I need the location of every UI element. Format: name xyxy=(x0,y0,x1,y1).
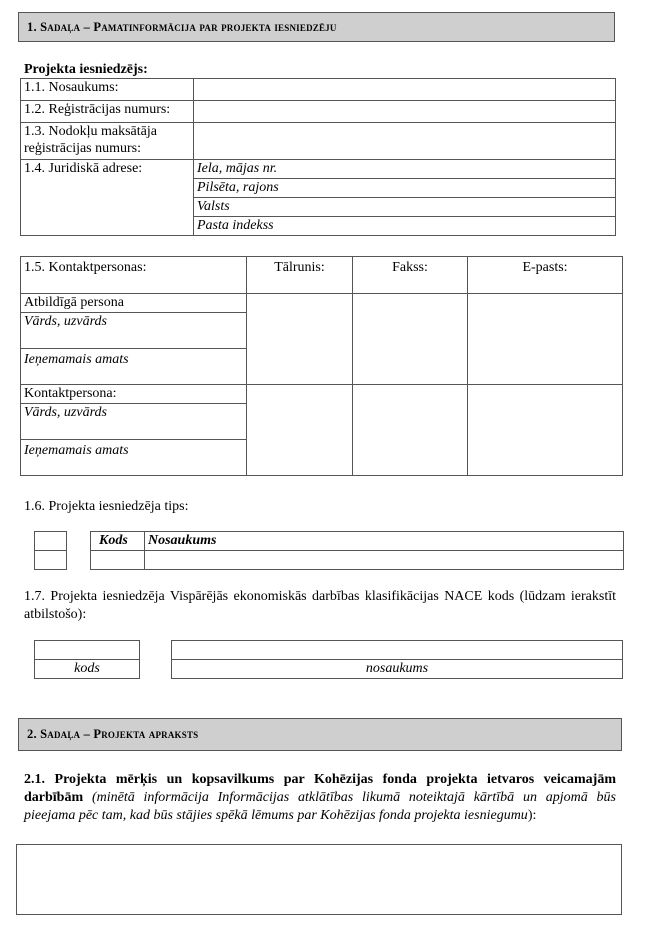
contact-email-field[interactable] xyxy=(468,385,623,476)
nace-name-table xyxy=(171,640,623,679)
name-field[interactable] xyxy=(194,79,616,101)
contact-name-field[interactable]: Vārds, uzvārds xyxy=(21,404,247,440)
responsible-name-field[interactable]: Vārds, uzvārds xyxy=(21,313,247,349)
contacts-table xyxy=(20,256,623,476)
email-header: E-pasts: xyxy=(468,257,623,294)
responsible-position-field[interactable]: Ieņemamais amats xyxy=(21,349,247,385)
type-code-header: Kods xyxy=(91,532,145,551)
tax-label-line1: 1.3. Nodokļu maksātāja xyxy=(24,124,157,139)
tax-number-field[interactable] xyxy=(194,123,616,160)
reg-number-label: 1.2. Reģistrācijas numurs: xyxy=(21,101,194,123)
phone-header: Tālrunis: xyxy=(247,257,353,294)
contact-person-label: Kontaktpersona: xyxy=(21,385,247,404)
question-2-1-title: 2.1. Projekta mērķis un kopsavilkums par Kohēzijas fonda projekta ietvaros veicamajām darbībām xyxy=(24,772,616,805)
fax-header: Fakss: xyxy=(353,257,468,294)
address-city-field[interactable]: Pilsēta, rajons xyxy=(194,179,616,198)
type-code-field[interactable] xyxy=(91,551,145,570)
responsible-email-field[interactable] xyxy=(468,294,623,385)
question-2-1-answer-box[interactable] xyxy=(16,844,622,915)
responsible-phone-field[interactable] xyxy=(247,294,353,385)
type-name-field[interactable] xyxy=(145,551,624,570)
address-postcode-field[interactable]: Pasta indekss xyxy=(194,217,616,236)
applicant-table xyxy=(20,78,616,236)
nace-label: 1.7. Projekta iesniedzēja Vispārējās ekonomiskās darbības klasifikācijas NACE kods (lūdzam ierakstīt atbilstošo): xyxy=(24,589,616,622)
contact-fax-field[interactable] xyxy=(353,385,468,476)
type-table xyxy=(90,531,624,570)
address-country-field[interactable]: Valsts xyxy=(194,198,616,217)
reg-number-field[interactable] xyxy=(194,101,616,123)
question-2-1-end: ): xyxy=(527,808,537,823)
applicant-type-label: 1.6. Projekta iesniedzēja tips: xyxy=(24,499,189,514)
contact-phone-field[interactable] xyxy=(247,385,353,476)
nace-code-caption: kods xyxy=(35,660,140,679)
address-street-field[interactable]: Iela, mājas nr. xyxy=(194,160,616,179)
type-checkbox-top[interactable] xyxy=(35,532,67,551)
question-2-1 xyxy=(24,771,616,825)
responsible-person-label: Atbildīgā persona xyxy=(21,294,247,313)
responsible-fax-field[interactable] xyxy=(353,294,468,385)
contact-position-field[interactable]: Ieņemamais amats xyxy=(21,440,247,476)
section2-title: 2. Sadaļa – Projekta apraksts xyxy=(18,718,622,751)
tax-number-label xyxy=(21,123,194,160)
tax-label-line2: reģistrācijas numurs: xyxy=(24,141,142,156)
nace-name-caption: nosaukums xyxy=(172,660,623,679)
question-2-1-note: (minētā informācija Informācijas atklātības likumā noteiktajā kārtībā un apjomā būs pieejama pēc tam, kad būs stājies spēkā lēmums par Kohēzijas fonda projekta iesniegumu xyxy=(24,790,617,823)
address-label: 1.4. Juridiskā adrese: xyxy=(21,160,194,236)
contacts-header: 1.5. Kontaktpersonas: xyxy=(21,257,247,294)
type-name-header: Nosaukums xyxy=(145,532,624,551)
name-label: 1.1. Nosaukums: xyxy=(21,79,194,101)
nace-code-table xyxy=(34,640,140,679)
applicant-heading: Projekta iesniedzējs: xyxy=(24,62,148,77)
nace-code-field[interactable] xyxy=(35,641,140,660)
section1-title: 1. Sadaļa – Pamatinformācija par projekta iesniedzēju xyxy=(18,12,615,42)
nace-name-field[interactable] xyxy=(172,641,623,660)
type-checkbox-bottom[interactable] xyxy=(35,551,67,570)
type-checkbox-table xyxy=(34,531,67,570)
